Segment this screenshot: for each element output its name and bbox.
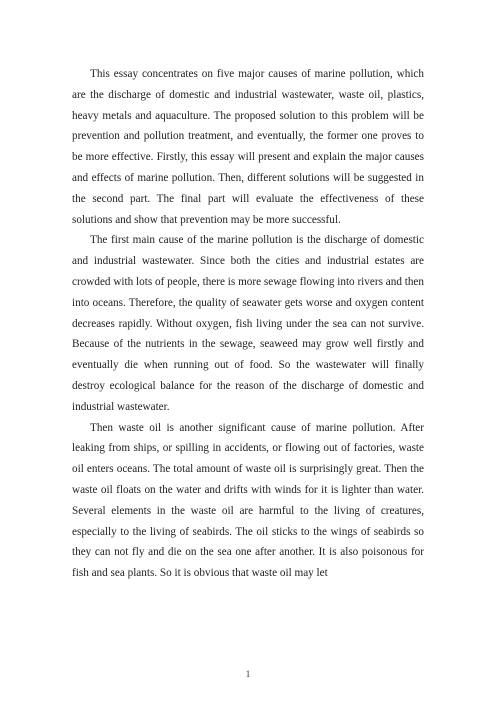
paragraph-introduction: This essay concentrates on five major causes of marine pollution, which are the discharge of domestic and industrial wastewater, waste oil, plastics, heavy metals and aquaculture. The proposed solution to this problem will be prevention and pollution treatment, and eventually, the former one proves to be more effective. Firstly, this essay will present and explain the major causes and effects of marine pollution. Then, different solutions will be suggested in the second part. The final part will evaluate the effectiveness of these solutions and show that prevention may be more successful. [72, 68, 424, 226]
paragraph-waste-oil: Then waste oil is another significant cause of marine pollution. After leaking from ships, or spilling in accidents, or flowing out of factories, waste oil enters oceans. The total amount of waste oil is surprisingly great. Then the waste oil floats on the water and drifts with winds for it is lighter than water. Several elements in the waste oil are harmful to the living of creatures, especially to the living of seabirds. The oil sticks to the wings of seabirds so they can not fly and die on the sea one after another. It is also poisonous for fish and sea plants. So it is obvious that waste oil may let [72, 421, 424, 580]
page-number: 1 [245, 669, 251, 679]
essay-body [72, 64, 424, 584]
paragraph-wastewater: The first main cause of the marine pollution is the discharge of domestic and industrial wastewater. Since both the cities and industrial estates are crowded with lots of people, there is more sewage flowing into rivers and then into oceans. Therefore, the quality of seawater gets worse and oxygen content decreases rapidly. Without oxygen, fish living under the sea can not survive. Because of the nutrients in the sewage, seaweed may grow well firstly and eventually die when running out of food. So the wastewater will finally destroy ecological balance for the reason of the discharge of domestic and industrial wastewater. [72, 234, 424, 413]
